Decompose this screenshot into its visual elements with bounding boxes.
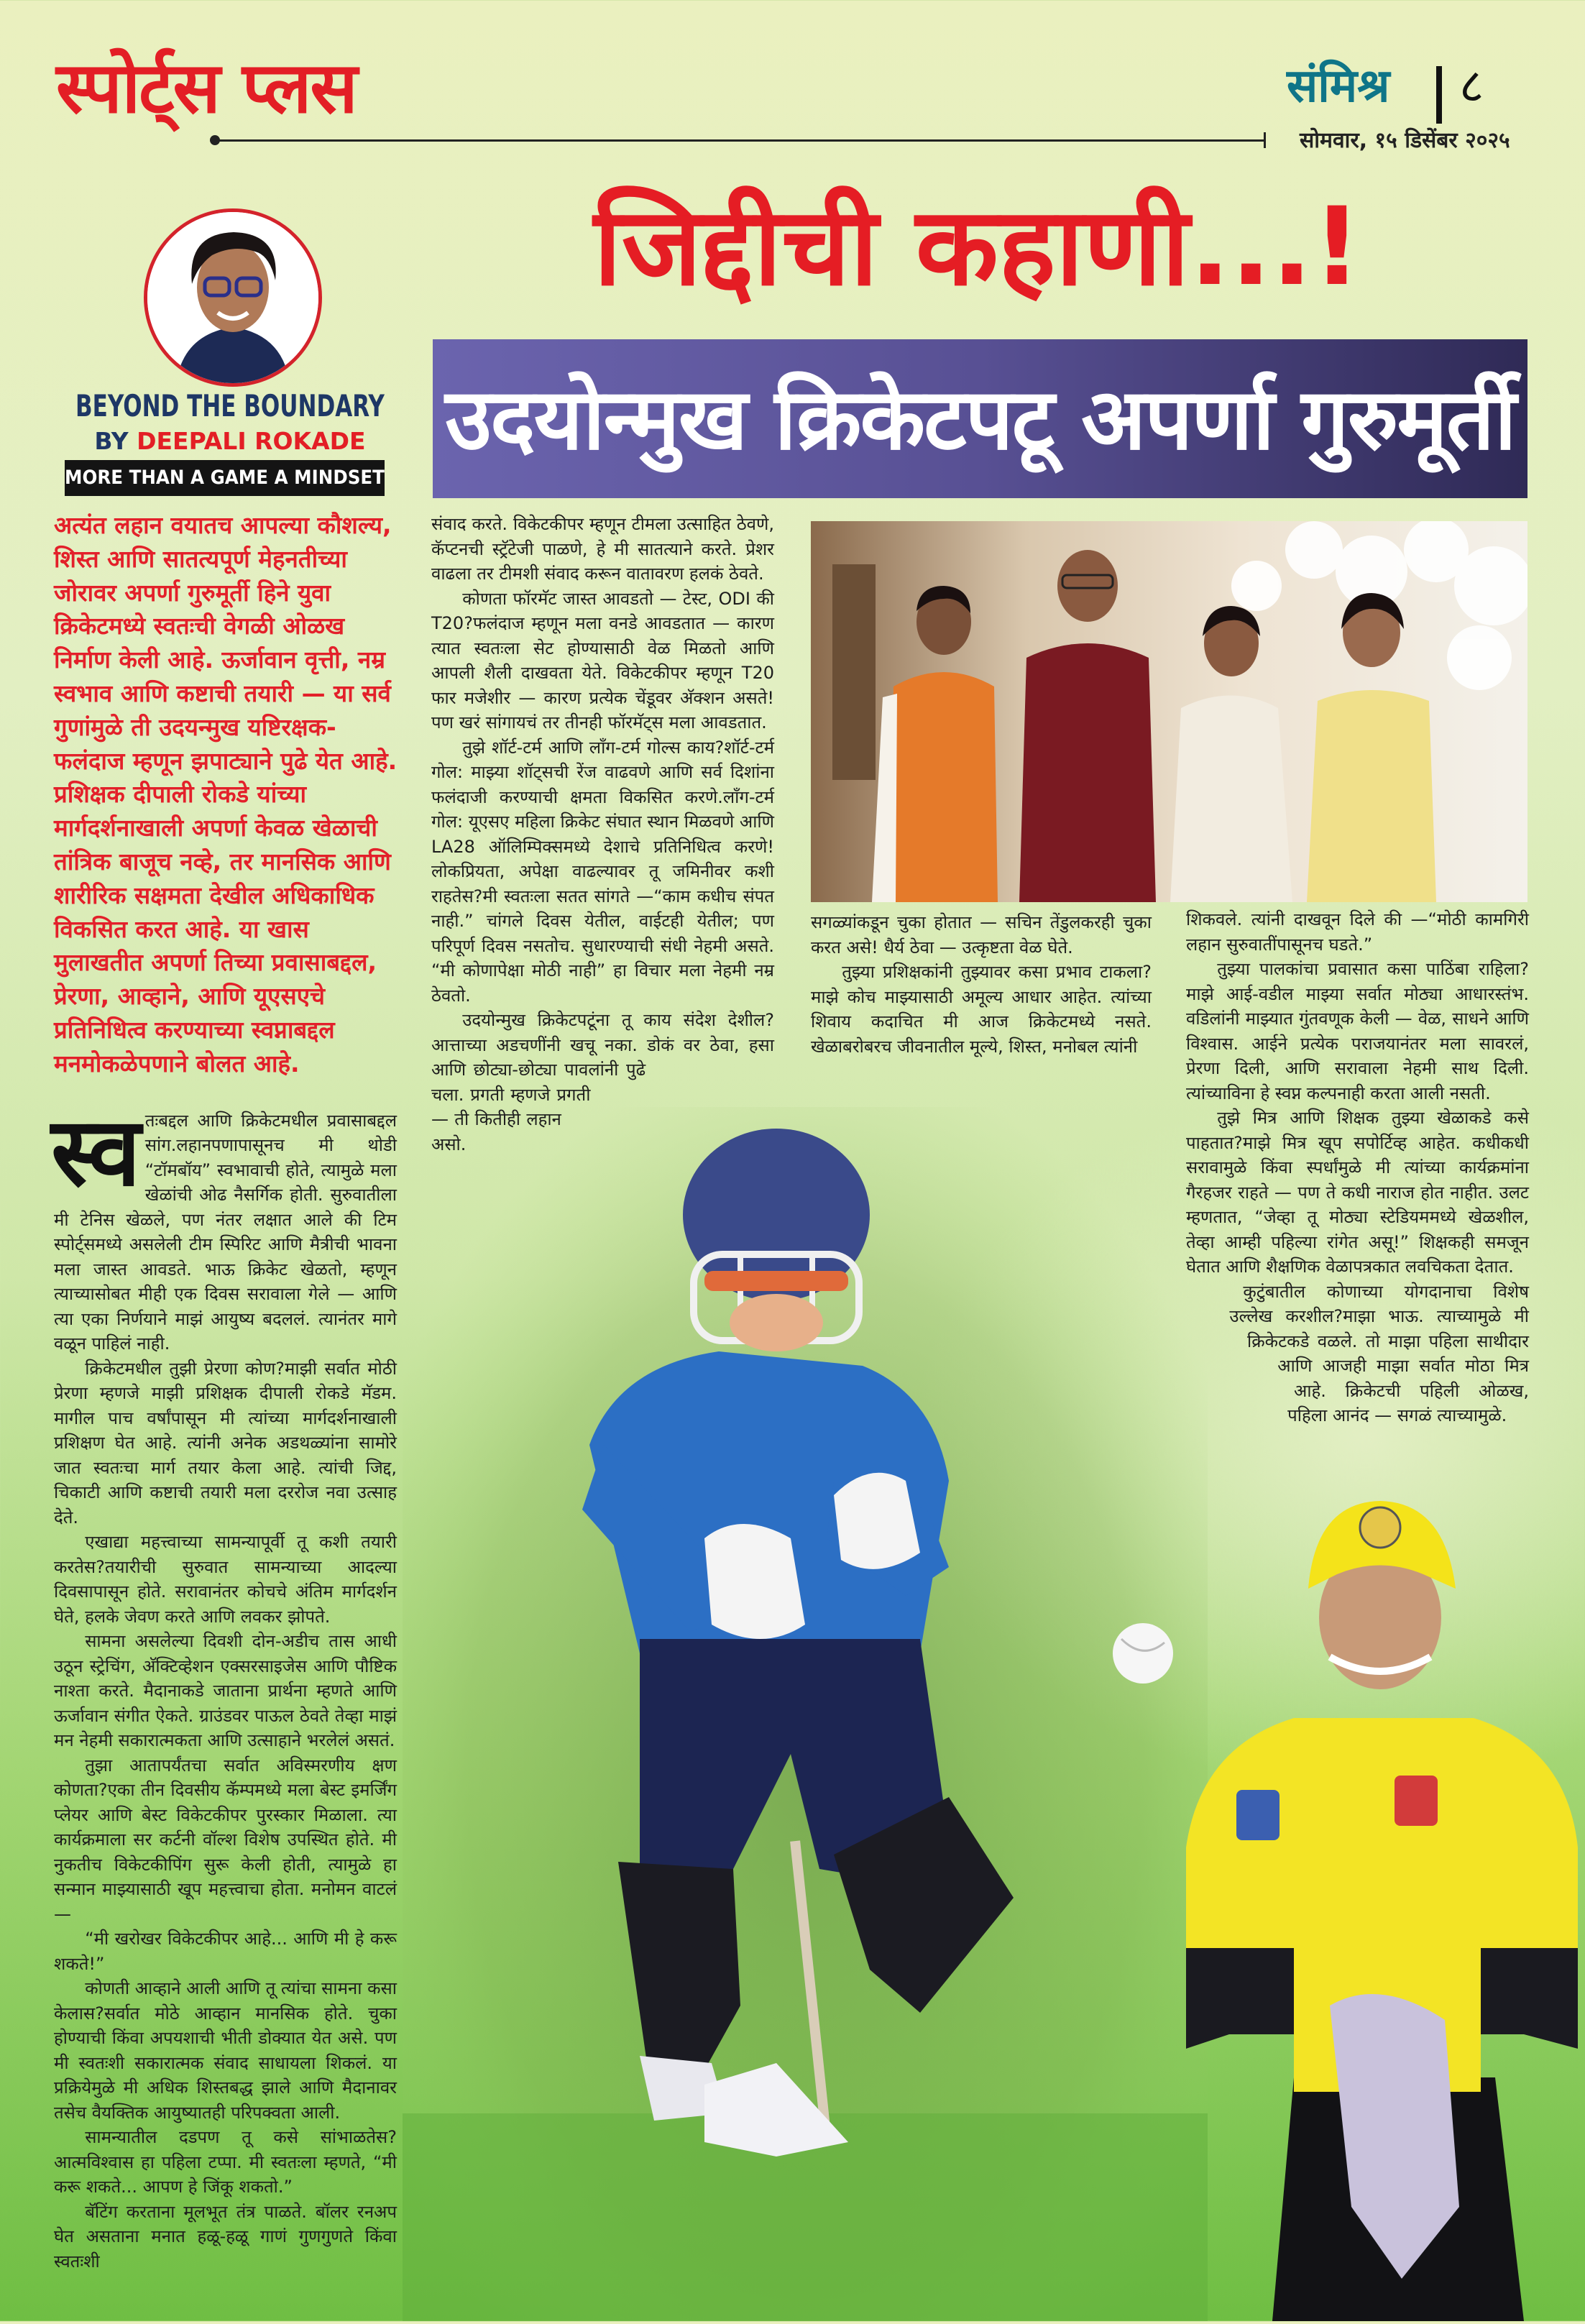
wicketkeeper-action-photo xyxy=(403,1107,1208,2321)
article-paragraph: “मी खरोखर विकेटकीपर आहे... आणि मी हे करू शकते!” xyxy=(54,1929,397,1974)
left-flow xyxy=(51,509,400,2274)
article-paragraph: कुटुंबातील कोणाच्या योगदानाचा विशेष उल्लेख करशील?माझा भाऊ. त्याच्यामुळे मी क्रिकेटकडे वळले. तो माझा पहिला साथीदार आणि आजही माझा सर्वात मोठा मित्र आहे. क्रिकेटची पहिली ओळख, पहिला आनंद — सगळं त्याच्यामुळे. xyxy=(1229,1281,1529,1425)
article-paragraph: कोणता फॉरमॅट जास्त आवडतो — टेस्ट, ODI की T20?फलंदाज म्हणून मला वनडे आवडतात — कारण त्यात स्वतःला सेट होण्यासाठी वेळ मिळतो आणि आपली शैली दाखवता येते. विकेटकीपर म्हणून T20 फार मजेशीर — कारण प्रत्येक चेंडूवर अ‍ॅक्शन असते! पण खरं सांगायचं तर तीनही फॉरमॅट्स मला आवडतात. xyxy=(431,588,774,732)
column-title: BEYOND THE BOUNDARY xyxy=(75,388,385,423)
article-paragraph: सामना असलेल्या दिवशी दोन-अडीच तास आधी उठून स्ट्रेचिंग, अ‍ॅक्टिव्हेशन एक्सरसाइजेस आणि पौष्टिक नाश्ता करते. मैदानाकडे जाताना प्रार्थना म्हणते आणि ऊर्जावान संगीत ऐकते. ग्राउंडवर पाऊल ठेवते तेव्हा माझं मन नेहमी सकारात्मकता आणि उत्साहाने भरलेलं असतं. xyxy=(54,1631,397,1751)
article-paragraph: तुझ्या पालकांचा प्रवासात कसा पाठिंबा राहिला?माझे आई-वडील माझ्या सर्वात मोठ्या आधारस्तंभ. वडिलांनी माझ्यात गुंतवणूक केली — वेळ, साधने आणि विश्वास. आईने प्रत्येक पराजयानंतर मला सावरलं, प्रेरणा दिली, आणि सरावाला नेहमी साथ दिली. त्यांच्याविना हे स्वप्न कल्पनाही करता आली नसती. xyxy=(1186,959,1529,1103)
column-tagline: MORE THAN A GAME A MINDSET xyxy=(65,460,385,496)
article-paragraph: सामन्यातील दडपण तू कसे सांभाळतेस?आत्मविश्वास हा पहिला टप्पा. मी स्वतःला म्हणते, “मी करू शकते... आपण हे जिंकू शकतो.” xyxy=(54,2127,397,2197)
article-paragraph: एखाद्या महत्त्वाच्या सामन्यापूर्वी तू कशी तयारी करतेस?तयारीची सुरुवात सामन्याच्या आदल्या दिवसापासून होते. सरावानंतर कोचचे अंतिम मार्गदर्शन घेते, हलके जेवण करते आणि लवकर झोपते. xyxy=(54,1532,397,1627)
masthead-rule-end xyxy=(1264,132,1266,148)
article-paragraph: तुझा आतापर्यंतचा सर्वात अविस्मरणीय क्षण कोणता?एका तीन दिवसीय कॅम्पमध्ये मला बेस्ट इमर्जिंग प्लेयर आणि बेस्ट विकेटकीपर पुरस्कार मिळाला. त्या कार्यक्रमाला सर कर्टनी वॉल्श विशेष उपस्थित होते. मी नुकतीच विकेटकीपिंग सुरू केली होती, त्यामुळे हा सन्मान माझ्यासाठी खूप महत्त्वाचा होता. मनोमन वाटलं— xyxy=(54,1755,397,1924)
player-portrait-photo xyxy=(1186,1488,1585,2321)
article-paragraph: स्व तःबद्दल आणि क्रिकेटमधील प्रवासाबद्दल सांग.लहानपणापासूनच मी थोडी “टॉमबॉय” स्वभावाची होते, त्यामुळे मला खेळांची ओढ नैसर्गिक होती. सुरुवातीला मी टेनिस खेळले, पण नंतर लक्षात आले की टिम स्पोर्ट्समध्ये असलेली टीम स्पिरिट आणि मैत्रीची भावना मला जास्त आवडते. भाऊ क्रिकेट खेळतो, म्हणून त्याच्यासोबत मीही एक दिवस सरावाला गेले — आणि त्या एका निर्णयाने माझं आयुष्य बदललं. त्यानंतर मागे वळून पाहिलं नाही. xyxy=(51,1096,397,1354)
issue-date: सोमवार, १५ डिसेंबर २०२५ xyxy=(1300,128,1510,153)
drop-cap: स्व xyxy=(51,1096,141,1208)
article-paragraph: कोणती आव्हाने आली आणि तू त्यांचा सामना कसा केलास?सर्वात मोठे आव्हान मानसिक होते. चुका होण्याची किंवा अपयशाची भीती डोक्यात येत असे. पण मी स्वतःशी सकारात्मक संवाद साधायला शिकलं. या प्रक्रियेमुळे मी अधिक शिस्तबद्ध झाले आणि मैदानावर तसेच वैयक्तिक आयुष्यातही परिपक्वता आली. xyxy=(54,1978,397,2123)
article-paragraph: तुझ्या प्रशिक्षकांनी तुझ्यावर कसा प्रभाव टाकला?माझे कोच माझ्यासाठी अमूल्य आधार आहेत. त्यांच्या शिवाय कदाचित मी आज क्रिकेटमध्ये नसते. खेळाबरोबरच जीवनातील मूल्ये, शिस्त, मनोबल त्यांनी xyxy=(811,962,1152,1057)
article-column-3 xyxy=(811,910,1152,1147)
masthead-rule xyxy=(216,139,1265,142)
article-paragraph: बॅटिंग करताना मूलभूत तंत्र पाळते. बॉलर रनअप घेत असताना मनात हळू-हळू गाणं गुणगुणते किंवा स्वतःशी xyxy=(54,2201,397,2272)
section-masthead: स्पोर्ट्स प्लस xyxy=(56,47,357,129)
article-column-1 xyxy=(51,1096,397,2274)
article-paragraph: उदयोन्मुख क्रिकेटपटूंना तू काय संदेश देशील?आत्ताच्या अडचणींनी खचू नका. डोकं वर ठेवा, हसा आणि छोट्या-छोट्या पावलांनी पुढे चला. प्रगती म्हणजे प्रगती — ती कितीही लहान असो. xyxy=(431,1010,774,1154)
category-label: संमिश्र xyxy=(1287,60,1390,113)
article-column-4 xyxy=(1186,907,1529,1554)
article-paragraph: क्रिकेटमधील तुझी प्रेरणा कोण?माझी सर्वात मोठी प्रेरणा म्हणजे माझी प्रशिक्षक दीपाली रोकडे मॅडम. मागील पाच वर्षांपासून मी त्यांच्या मार्गदर्शनाखाली प्रशिक्षण घेत आहे. त्यांनी अनेक अडथळ्यांना सामोरे जात स्वतःचा मार्ग तयार केला आहे. त्यांची जिद्द, चिकाटी आणि कष्टाची तयारी मला दररोज नवा उत्साह देते. xyxy=(54,1358,397,1528)
intro-text: अत्यंत लहान वयातच आपल्या कौशल्य, शिस्त आणि सातत्यपूर्ण मेहनतीच्या जोरावर अपर्णा गुरुमूर्ती हिने युवा क्रिकेटमध्ये स्वतःची वेगळी ओळख निर्माण केली आहे. ऊर्जावान वृत्ती, नम्र स्वभाव आणि कष्टाची तयारी — या सर्व गुणांमुळे ती उदयन्मुख यष्टिरक्षक-फलंदाज म्हणून झपाट्याने पुढे येत आहे. प्रशिक्षक दीपाली रोकडे यांच्या मार्गदर्शनाखाली अपर्णा केवळ खेळाची तांत्रिक बाजूच नव्हे, तर मानसिक आणि शारीरिक सक्षमता देखील अधिकाधिक विकसित करत आहे. या खास मुलाखतीत अपर्णा तिच्या प्रवासाबद्दल, प्रेरणा, आव्हाने, आणि यूएसएचे प्रतिनिधित्व करण्याच्या स्वप्नाबद्दल मनमोकळेपणाने बोलत आहे. xyxy=(54,511,398,1078)
author-name: DEEPALI ROKADE xyxy=(137,427,366,455)
family-photo xyxy=(811,521,1527,902)
byline-prefix: BY xyxy=(94,427,129,455)
author-photo xyxy=(144,208,322,387)
article-paragraph: तुझे मित्र आणि शिक्षक तुझ्या खेळाकडे कसे पाहतात?माझे मित्र खूप सपोर्टिव्ह आहेत. कधीकधी सरावामुळे किंवा स्पर्धांमुळे मी त्यांच्या कार्यक्रमांना गैरहजर राहते — पण ते कधी नाराज होत नाहीत. उलट म्हणतात, “जेव्हा तू मोठ्या स्टेडियममध्ये खेळशील, तेव्हा आम्ही पहिल्या रांगेत असू!” शिक्षकही समजून घेतात आणि शैक्षणिक वेळापत्रकात लवचिकता देतात. xyxy=(1186,1108,1529,1277)
subheadline: उदयोन्मुख क्रिकेटपटू अपर्णा गुरुमूर्ती xyxy=(445,369,1515,469)
category-divider xyxy=(1436,66,1442,124)
article-paragraph: संवाद करते. विकेटकीपर म्हणून टीमला उत्साहित ठेवणे, कॅप्टनची स्ट्रॅटेजी पाळणे, हे मी सातत्याने करते. प्रेशर वाढला तर टीमशी संवाद करून वातावरण हलकं ठेवते. xyxy=(431,514,774,584)
page-number: ८ xyxy=(1459,58,1484,114)
article-column-2 xyxy=(431,512,774,1180)
article-paragraph: सगळ्यांकडून चुका होतात — सचिन तेंडुलकरही चुका करत असे! धैर्य ठेवा — उत्कृष्टता वेळ घेते. xyxy=(811,912,1152,957)
byline xyxy=(75,427,385,456)
subheadline-banner xyxy=(433,339,1527,498)
article-paragraph: तुझे शॉर्ट-टर्म आणि लाँग-टर्म गोल्स काय?शॉर्ट-टर्म गोल: माझ्या शॉट्सची रेंज वाढवणे आणि सर्व दिशांना फलंदाजी करण्याची क्षमता विकसित करणे.लाँग-टर्म गोल: यूएसए महिला क्रिकेट संघात स्थान मिळवणे आणि LA28 ऑलिम्पिक्समध्ये देशाचे प्रतिनिधित्व करणे! लोकप्रियता, अपेक्षा वाढल्यावर तू जमिनीवर कशी राहतेस?मी स्वतःला सतत सांगते —“काम कधीच संपत नाही.” चांगले दिवस येतील, वाईटही येतील; पण परिपूर्ण दिवस नसतोच. सुधारण्याची संधी नेहमी असते. “मी कोणापेक्षा मोठी नाही” हा विचार मला नेहमी नम्र ठेवतो. xyxy=(431,737,774,1006)
article-paragraph: शिकवले. त्यांनी दाखवून दिले की —“मोठी कामगिरी लहान सुरुवातींपासूनच घडते.” xyxy=(1186,909,1529,955)
headline: जिद्दीची कहाणी...! xyxy=(593,185,1362,310)
